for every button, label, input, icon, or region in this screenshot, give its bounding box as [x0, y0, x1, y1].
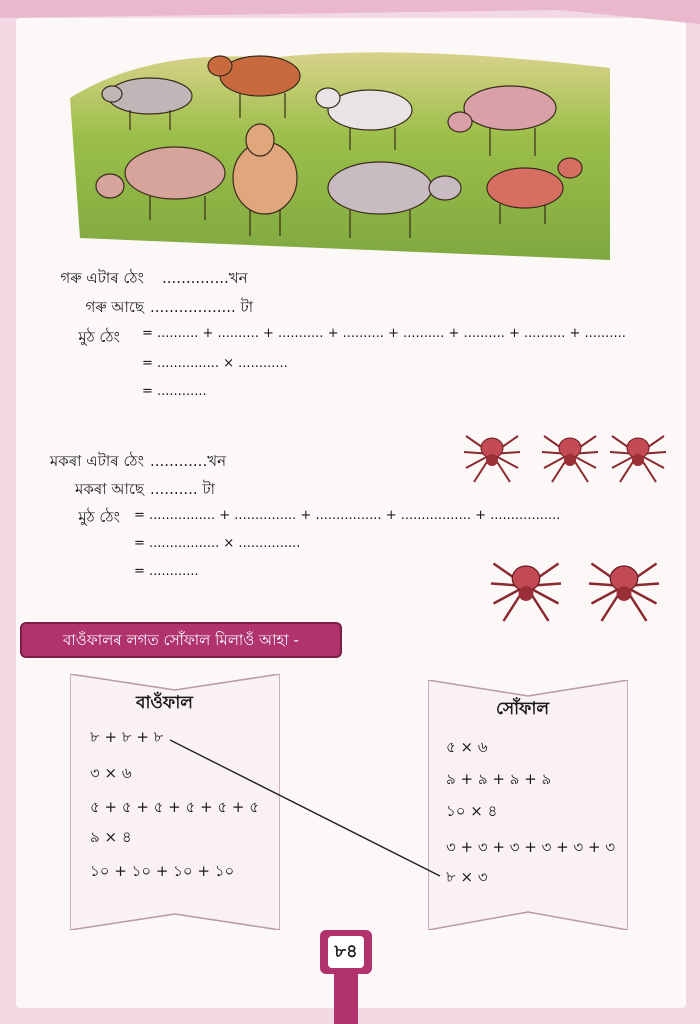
spider-count-blank[interactable]: .......... টা — [150, 480, 215, 498]
spider-total-result[interactable]: = ............ — [134, 564, 199, 579]
right-card-title: সোঁফাল — [496, 699, 550, 719]
cow-count-blank[interactable]: .................. টা — [150, 298, 254, 316]
instruction-banner: বাওঁফালৰ লগত সোঁফাল মিলাওঁ আহা - — [20, 622, 342, 658]
left-item[interactable]: ৮ + ৮ + ৮ — [90, 728, 164, 746]
right-item[interactable]: ৮ × ৩ — [446, 868, 488, 886]
cow-legs-blank[interactable]: ..............খন — [162, 269, 248, 287]
right-item[interactable]: ১০ × ৪ — [446, 802, 498, 820]
right-item[interactable]: ৯ + ৯ + ৯ + ৯ — [446, 770, 552, 788]
left-card-title: বাওঁফাল — [136, 693, 193, 713]
spider-total-sum[interactable]: = ................ + ............... + ................ + ................. + ................. — [134, 508, 561, 523]
left-item[interactable]: ৯ × ৪ — [90, 828, 132, 846]
spider-total-product[interactable]: = ................. × ............... — [134, 536, 301, 551]
spider-total-label: মুঠ ঠেং — [78, 508, 120, 526]
cow-total-label: মুঠ ঠেং — [78, 328, 120, 346]
right-item[interactable]: ৫ × ৬ — [446, 738, 488, 756]
spider-legs-label: মকৰা এটাৰ ঠেং — [49, 452, 144, 470]
left-item[interactable]: ৫ + ৫ + ৫ + ৫ + ৫ + ৫ — [90, 798, 259, 816]
spider-legs-blank[interactable]: ............খন — [150, 452, 227, 470]
cow-total-result[interactable]: = ............ — [142, 384, 207, 399]
left-item[interactable]: ১০ + ১০ + ১০ + ১০ — [90, 862, 235, 880]
page-number-box — [320, 930, 372, 974]
cow-count-label: গৰু আছে — [85, 298, 144, 316]
left-item[interactable]: ৩ × ৬ — [90, 764, 132, 782]
spider-count-label: মকৰা আছে — [74, 480, 144, 498]
cow-total-product[interactable]: = ............... × ............ — [142, 356, 288, 371]
cow-total-sum[interactable]: = .......... + .......... + ........... + .......... + .......... + .......... + .......... + .......... — [142, 326, 626, 341]
page-number-stem — [334, 974, 358, 1024]
cow-legs-label: গৰু এটাৰ ঠেং — [60, 269, 144, 287]
page-number: ৮৪ — [328, 936, 364, 968]
right-item[interactable]: ৩ + ৩ + ৩ + ৩ + ৩ + ৩ — [446, 838, 616, 856]
